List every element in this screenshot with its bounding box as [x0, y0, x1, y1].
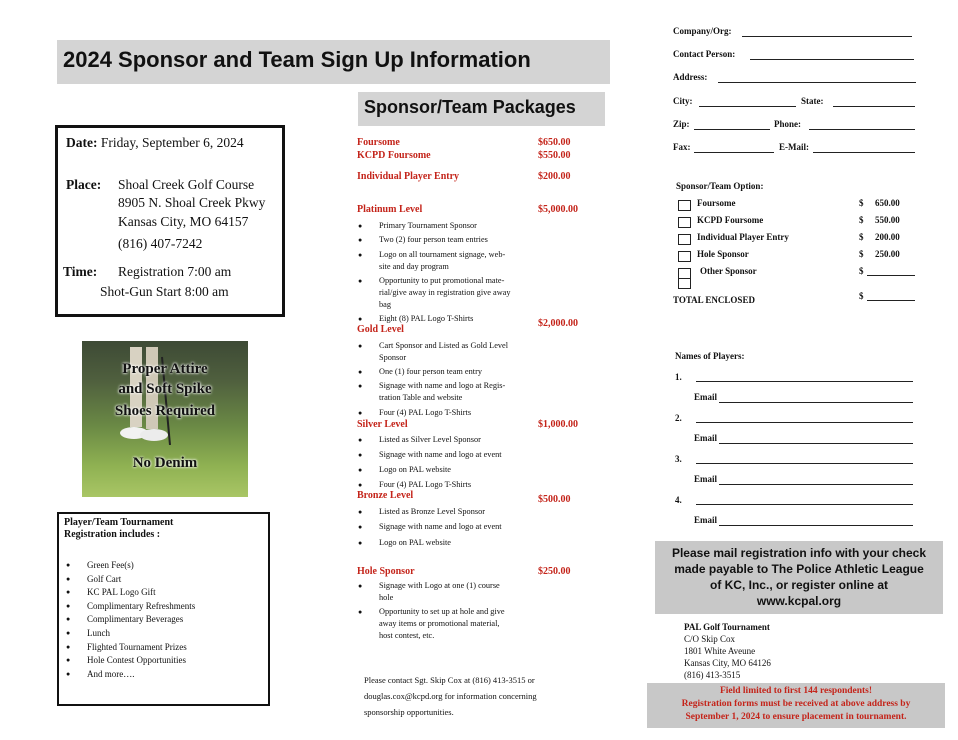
option-currency: $ — [859, 249, 864, 259]
bullet-icon: ● — [358, 342, 363, 350]
player-number: 3. — [675, 454, 682, 464]
package-benefit: Eight (8) PAL Logo T-Shirts — [379, 314, 474, 323]
pkg-gold-price: $2,000.00 — [538, 318, 578, 329]
option-currency: $ — [859, 198, 864, 208]
extra-checkbox[interactable] — [678, 278, 691, 289]
address-line3: 1801 White Aveune — [684, 646, 756, 656]
player-email-input[interactable] — [719, 484, 913, 485]
option-label: Individual Player Entry — [697, 232, 789, 242]
option-label: Foursome — [697, 198, 736, 208]
pkg-foursome-price: $650.00 — [538, 137, 571, 148]
bullet-icon: ● — [66, 574, 71, 583]
package-benefit: One (1) four person team entry — [379, 367, 482, 376]
other-amount-input[interactable] — [867, 275, 915, 276]
player-name-input[interactable] — [696, 463, 913, 464]
include-item: Complimentary Refreshments — [87, 600, 196, 611]
contact-line1: Please contact Sgt. Skip Cox at (816) 413-3515 or — [364, 675, 535, 685]
option-currency: $ — [859, 215, 864, 225]
player-email-input[interactable] — [719, 402, 913, 403]
packages-banner — [358, 92, 605, 126]
page-title: 2024 Sponsor and Team Sign Up Information — [63, 47, 531, 72]
player-email-label: Email — [694, 515, 718, 525]
pkg-silver-name: Silver Level — [357, 419, 408, 430]
include-item: Complimentary Beverages — [87, 614, 184, 625]
bullet-icon: ● — [66, 629, 71, 637]
fax-label: Fax: — [673, 142, 691, 152]
package-benefit: Signage with name and logo at Regis- — [379, 381, 506, 390]
place-line1: Shoal Creek Golf Course — [118, 177, 255, 192]
email-input[interactable] — [813, 152, 915, 153]
package-benefit: Logo on PAL website — [379, 538, 451, 547]
company-input[interactable] — [742, 36, 912, 37]
website-link[interactable]: www.kcpal.org — [756, 594, 842, 608]
package-benefit: Signage with name and logo at event — [379, 450, 502, 459]
include-item: Hole Contest Opportunities — [87, 655, 186, 666]
package-benefit: host contest, etc. — [379, 631, 435, 640]
bullet-icon: ● — [358, 368, 363, 376]
player-email-label: Email — [694, 392, 718, 402]
bullet-icon: ● — [358, 409, 363, 417]
contact-line3: sponsorship opportunities. — [364, 707, 454, 717]
pkg-hole-name: Hole Sponsor — [357, 566, 415, 577]
package-benefit: Four (4) PAL Logo T-Shirts — [379, 480, 472, 489]
pkg-bronze-price: $500.00 — [538, 494, 571, 505]
date-value: Friday, September 6, 2024 — [100, 135, 244, 150]
pkg-hole-price: $250.00 — [538, 566, 571, 577]
contact-input[interactable] — [750, 59, 914, 60]
package-benefit: hole — [379, 593, 394, 602]
include-item: Lunch — [87, 628, 110, 638]
player-number: 4. — [675, 495, 682, 505]
time-label: Time: — [63, 264, 98, 279]
phone-input[interactable] — [809, 129, 915, 130]
address-line5: (816) 413-3515 — [684, 670, 741, 680]
bullet-icon: ● — [358, 277, 363, 285]
mail-instructions — [655, 541, 943, 614]
company-label: Company/Org: — [673, 26, 732, 36]
title-banner — [57, 40, 610, 84]
package-benefit: Two (2) four person team entries — [379, 235, 488, 244]
notice-line3: September 1, 2024 to ensure placement in tournament. — [685, 712, 907, 722]
bullet-icon: ● — [358, 236, 363, 244]
package-benefit: Opportunity to set up at hole and give — [379, 607, 505, 616]
option-label: KCPD Foursome — [697, 215, 764, 225]
bullet-icon: ● — [66, 601, 71, 610]
address-line4: Kansas City, MO 64126 — [684, 658, 771, 668]
zip-input[interactable] — [694, 129, 770, 130]
bullet-icon: ● — [358, 508, 363, 516]
include-item: Flighted Tournament Prizes — [87, 641, 187, 652]
place-line2: 8905 N. Shoal Creek Pkwy — [118, 195, 266, 210]
pkg-platinum-name: Platinum Level — [357, 204, 423, 215]
bullet-icon: ● — [358, 251, 363, 259]
mail-line3: of KC, Inc., or register online at — [709, 578, 889, 592]
player-number: 2. — [675, 413, 682, 423]
bullet-icon: ● — [358, 436, 363, 444]
bullet-icon: ● — [358, 222, 363, 230]
package-benefit: Listed as Silver Level Sponsor — [379, 435, 481, 444]
pkg-kcpd-name: KCPD Foursome — [357, 150, 431, 161]
attire-line3: Shoes Required — [114, 403, 216, 419]
bullet-icon: ● — [66, 561, 71, 569]
include-item: Golf Cart — [87, 573, 122, 584]
bullet-icon: ● — [358, 451, 363, 459]
package-benefit: Primary Tournament Sponsor — [379, 221, 477, 230]
player-email-input[interactable] — [719, 525, 913, 526]
date-row: Date: Friday, September 6, 2024 — [66, 135, 244, 150]
pkg-foursome-name: Foursome — [357, 137, 400, 148]
shotgun-time: Shot-Gun Start 8:00 am — [100, 284, 229, 299]
includes-heading2: Registration includes : — [64, 529, 161, 540]
package-benefit: Sponsor — [379, 353, 407, 362]
address-line2: C/O Skip Cox — [684, 634, 736, 644]
zip-label: Zip: — [673, 119, 690, 129]
bullet-icon: ● — [358, 582, 363, 590]
golf-photo — [82, 341, 248, 497]
bullet-icon: ● — [66, 656, 71, 665]
state-input[interactable] — [833, 106, 915, 107]
player-email-label: Email — [694, 433, 718, 443]
notice-line1: Field limited to first 144 respondents! — [719, 686, 873, 696]
state-label: State: — [801, 96, 824, 106]
registration-time: Registration 7:00 am — [118, 264, 232, 279]
total-label: TOTAL ENCLOSED — [673, 295, 755, 305]
player-name-input[interactable] — [696, 504, 913, 505]
address-line1: PAL Golf Tournament — [684, 622, 770, 632]
total-input[interactable] — [867, 300, 915, 301]
bullet-icon: ● — [358, 608, 363, 616]
package-benefit: Four (4) PAL Logo T-Shirts — [379, 408, 472, 417]
package-benefit: Logo on all tournament signage, web- — [379, 250, 506, 259]
bullet-icon: ● — [66, 669, 71, 678]
pkg-silver-price: $1,000.00 — [538, 419, 578, 430]
option-amount: 550.00 — [875, 215, 900, 225]
package-benefit: Logo on PAL website — [379, 465, 451, 474]
player-email-label: Email — [694, 474, 718, 484]
attire-line2: and Soft Spike — [118, 381, 212, 397]
package-benefit: away items or promotional material, — [379, 619, 500, 628]
pkg-kcpd-price: $550.00 — [538, 150, 571, 161]
package-benefit: Signage with Logo at one (1) course — [379, 581, 500, 590]
notice-line2: Registration forms must be received at above address by — [681, 699, 911, 709]
players-heading: Names of Players: — [675, 351, 745, 361]
package-benefit: bag — [379, 300, 391, 309]
player-number: 1. — [675, 372, 682, 382]
bullet-icon: ● — [358, 523, 363, 531]
address-input[interactable] — [718, 82, 916, 83]
contact-label: Contact Person: — [673, 49, 736, 59]
package-benefit: Opportunity to put promotional mate- — [379, 276, 505, 285]
option-label: Other Sponsor — [700, 266, 757, 276]
option-checkbox[interactable] — [678, 217, 691, 228]
pkg-individual-price: $200.00 — [538, 171, 571, 182]
option-heading: Sponsor/Team Option: — [676, 181, 764, 191]
option-checkbox[interactable] — [678, 234, 691, 245]
option-amount: 650.00 — [875, 198, 900, 208]
package-benefit: rial/give away in registration give away — [379, 288, 511, 297]
bullet-icon: ● — [358, 539, 363, 547]
bullet-icon: ● — [66, 642, 71, 651]
bullet-icon: ● — [358, 315, 363, 323]
pkg-individual-name: Individual Player Entry — [357, 171, 460, 182]
package-benefit: tration Table and website — [379, 393, 463, 402]
includes-heading1: Player/Team Tournament — [64, 517, 174, 528]
include-item: And more…. — [87, 668, 135, 679]
option-checkbox[interactable] — [678, 200, 691, 211]
player-name-input[interactable] — [696, 381, 913, 382]
total-currency: $ — [859, 291, 864, 301]
include-item: Green Fee(s) — [87, 560, 134, 570]
contact-line2: douglas.cox@kcpd.org for information concerning — [364, 691, 537, 701]
place-line3: Kansas City, MO 64157 — [118, 214, 249, 229]
package-benefit: Signage with name and logo at event — [379, 522, 502, 531]
option-currency: $ — [859, 232, 864, 242]
place-label: Place: — [66, 177, 102, 192]
place-phone: (816) 407-7242 — [118, 236, 203, 251]
mail-line1: Please mail registration info with your check — [671, 546, 927, 560]
bullet-icon: ● — [358, 466, 363, 474]
option-currency: $ — [859, 266, 864, 276]
player-name-input[interactable] — [696, 422, 913, 423]
address-label: Address: — [673, 72, 708, 82]
attire-line1: Proper Attire — [122, 361, 208, 377]
include-item: KC PAL Logo Gift — [87, 587, 156, 598]
option-checkbox[interactable] — [678, 251, 691, 262]
pkg-bronze-name: Bronze Level — [357, 490, 414, 501]
city-label: City: — [673, 96, 693, 106]
attire-line4: No Denim — [132, 455, 198, 471]
pkg-gold-name: Gold Level — [357, 324, 404, 335]
city-input[interactable] — [699, 106, 796, 107]
fax-input[interactable] — [694, 152, 774, 153]
mail-line2: made payable to The Police Athletic League — [674, 562, 924, 576]
option-amount: 250.00 — [875, 249, 900, 259]
bullet-icon: ● — [66, 615, 71, 624]
player-email-input[interactable] — [719, 443, 913, 444]
bullet-icon: ● — [358, 481, 363, 489]
email-label: E-Mail: — [779, 142, 809, 152]
bullet-icon: ● — [358, 382, 363, 390]
package-benefit: Listed as Bronze Level Sponsor — [379, 507, 485, 516]
deadline-notice — [647, 683, 945, 728]
option-label: Hole Sponsor — [697, 249, 749, 259]
packages-title: Sponsor/Team Packages — [364, 97, 576, 117]
package-benefit: site and day program — [379, 262, 449, 271]
package-benefit: Cart Sponsor and Listed as Gold Level — [379, 341, 509, 350]
bullet-icon: ● — [66, 588, 71, 597]
option-amount: 200.00 — [875, 232, 900, 242]
phone-label: Phone: — [774, 119, 801, 129]
pkg-platinum-price: $5,000.00 — [538, 204, 578, 215]
